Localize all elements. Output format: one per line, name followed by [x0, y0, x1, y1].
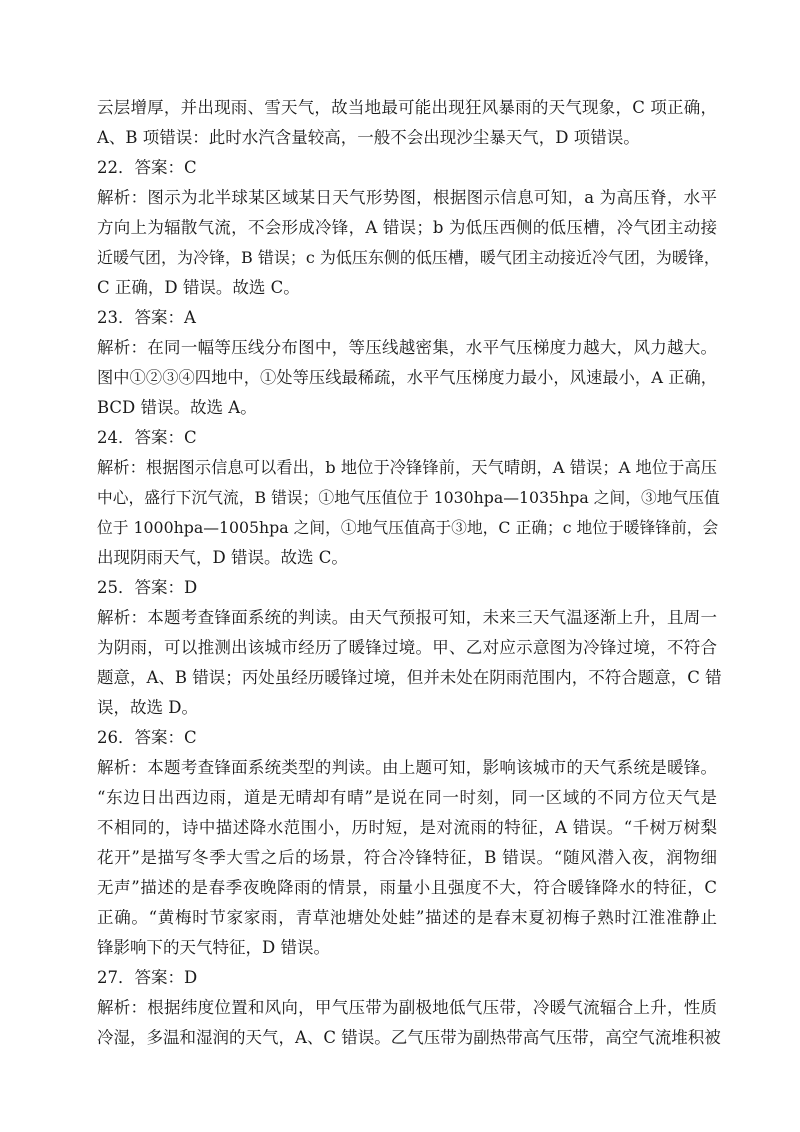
- text-line: C 正确，D 错误。故选 C。: [97, 278, 300, 297]
- text-line: 解析：本题考查锋面系统的判读。由天气预报可知，未来三天气温逐渐上升，且周一: [97, 608, 717, 627]
- text-line: 解析：根据图示信息可以看出，b 地位于冷锋锋前，天气晴朗，A 错误；A 地位于高压: [97, 458, 717, 477]
- text-line: 解析：根据纬度位置和风向，甲气压带为副极地低气压带，冷暖气流辐合上升，性质: [97, 998, 717, 1017]
- answer-heading-26: 26．答案：C: [97, 728, 197, 747]
- answer-heading-25: 25．答案：D: [97, 578, 198, 597]
- text-line: 位于 1000hpa—1005hpa 之间，①地气压值高于③地，C 正确；c 地位于暖锋锋前，会: [97, 518, 719, 537]
- text-line: A、B 项错误：此时水汽含量较高，一般不会出现沙尘暴天气，D 项错误。: [97, 128, 640, 147]
- text-line: 锋影响下的天气特征，D 错误。: [97, 938, 330, 957]
- text-line: 冷湿，多温和湿润的天气，A、C 错误。乙气压带为副热带高气压带，高空气流堆积被: [97, 1028, 721, 1047]
- answer-heading-22: 22．答案：C: [97, 158, 197, 177]
- answer-heading-24: 24．答案：C: [97, 428, 197, 447]
- text-line: “东边日出西边雨，道是无晴却有晴”是说在同一时刻，同一区域的不同方位天气是: [97, 788, 717, 807]
- text-line: 花开”是描写冬季大雪之后的场景，符合冷锋特征，B 错误。“随风潜入夜，润物细: [97, 848, 717, 867]
- text-line: BCD 错误。故选 A。: [97, 398, 257, 417]
- text-line: 正确。“黄梅时节家家雨，青草池塘处处蛙”描述的是春末夏初梅子熟时江淮准静止: [97, 908, 717, 927]
- text-line: 无声”描述的是春季夜晚降雨的情景，雨量小且强度不大，符合暖锋降水的特征，C: [97, 878, 717, 897]
- text-line: 云层增厚，并出现雨、雪天气，故当地最可能出现狂风暴雨的天气现象，C 项正确，: [97, 98, 717, 117]
- text-line: 近暖气团，为冷锋，B 错误；c 为低压东侧的低压槽，暖气团主动接近冷气团，为暖锋，: [97, 248, 720, 267]
- answer-heading-27: 27．答案：D: [97, 968, 198, 987]
- text-line: 题意，A、B 错误；丙处虽经历暖锋过境，但并未处在阴雨范围内，不符合题意，C 错: [97, 668, 722, 687]
- text-line: 中心，盛行下沉气流，B 错误；①地气压值位于 1030hpa—1035hpa 之间，③地气压值: [97, 488, 720, 507]
- text-line: 图中①②③④四地中，①处等压线最稀疏，水平气压梯度力最小，风速最小，A 正确，: [97, 368, 717, 387]
- text-line: 解析：图示为北半球某区域某日天气形势图，根据图示信息可知，a 为高压脊，水平: [97, 188, 717, 207]
- answer-heading-23: 23．答案：A: [97, 308, 196, 327]
- text-line: 误，故选 D。: [97, 698, 198, 717]
- text-line: 解析：在同一幅等压线分布图中，等压线越密集，水平气压梯度力越大，风力越大。: [97, 338, 717, 357]
- text-line: 出现阴雨天气，D 错误。故选 C。: [97, 548, 348, 567]
- text-line: 不相同的，诗中描述降水范围小，历时短，是对流雨的特征，A 错误。“千树万树梨: [97, 818, 717, 837]
- text-line: 为阴雨，可以推测出该城市经历了暖锋过境。甲、乙对应示意图为冷锋过境，不符合: [97, 638, 717, 657]
- text-line: 解析：本题考查锋面系统类型的判读。由上题可知，影响该城市的天气系统是暖锋。: [97, 758, 717, 777]
- text-line: 方向上为辐散气流，不会形成冷锋，A 错误；b 为低压西侧的低压槽，冷气团主动接: [97, 218, 717, 237]
